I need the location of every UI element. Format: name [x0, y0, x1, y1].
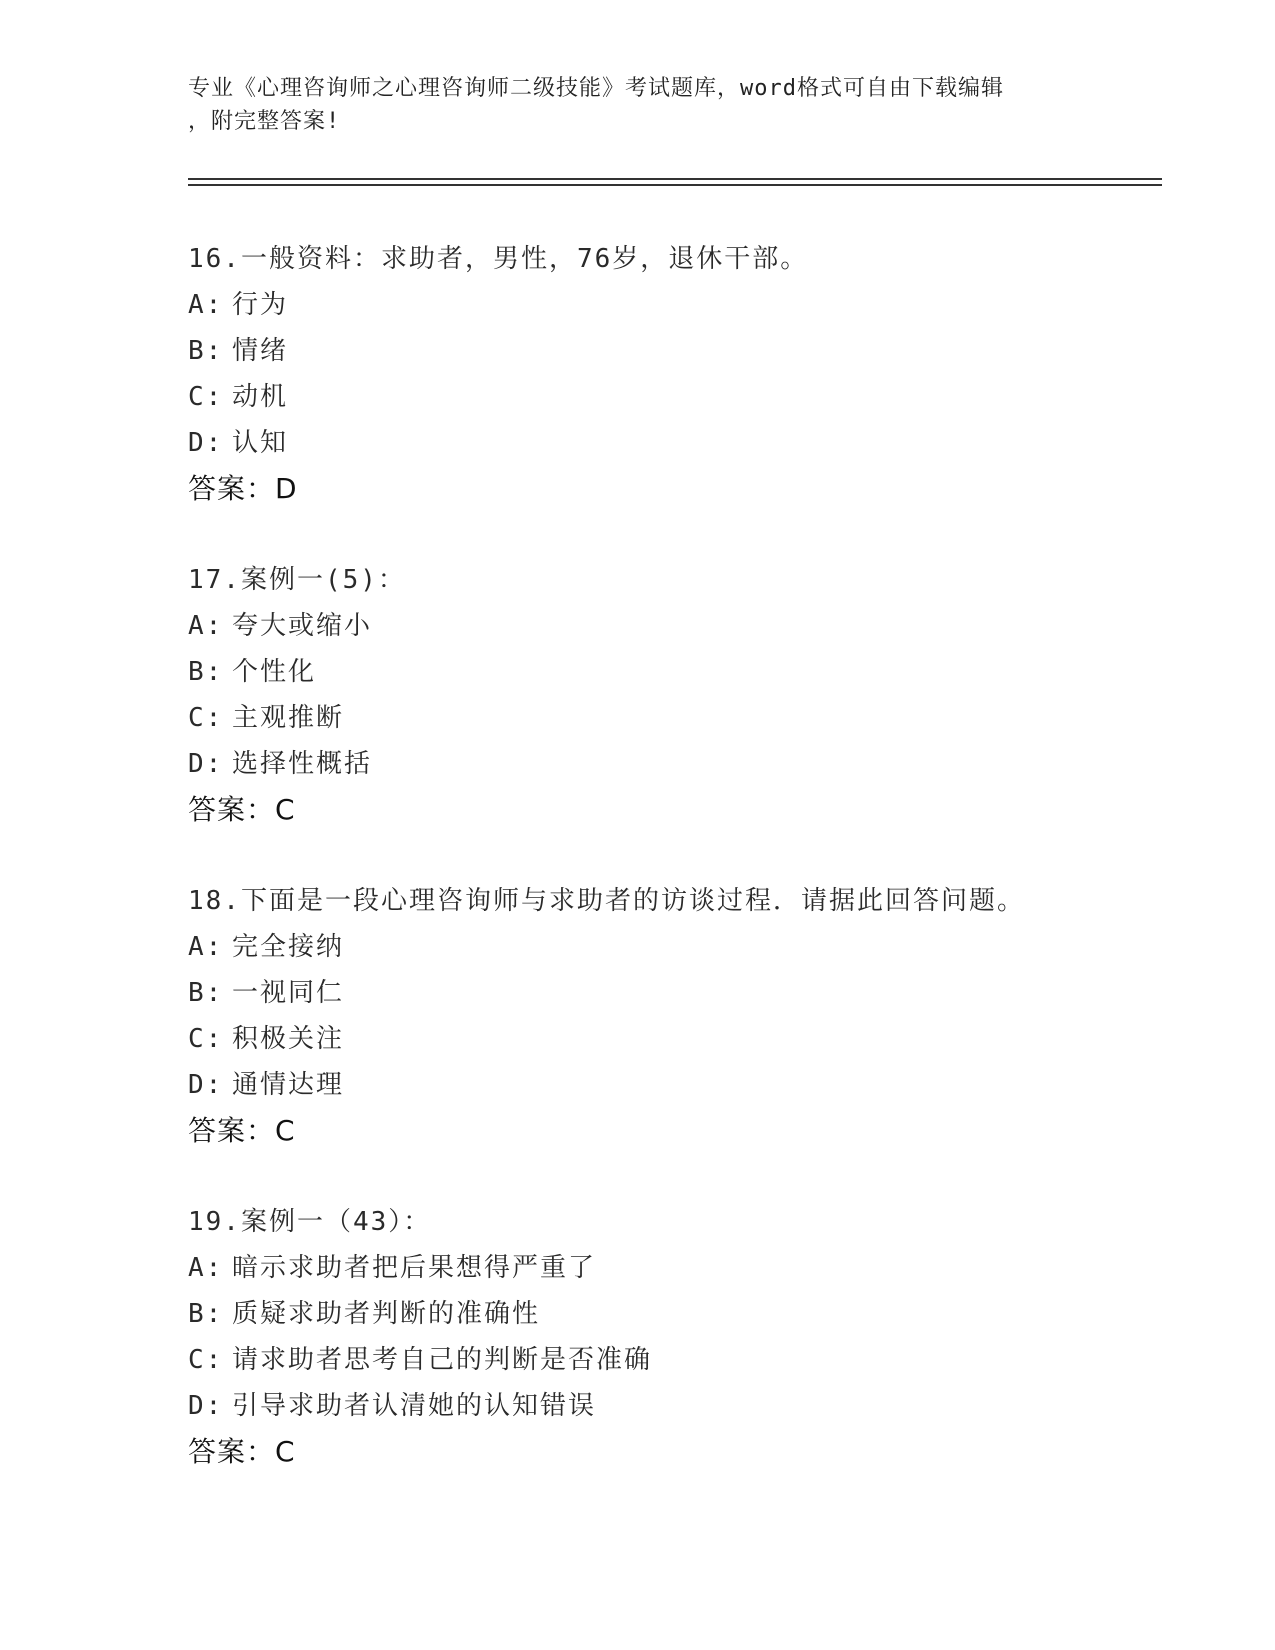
option-key: C: — [188, 382, 224, 412]
option-c — [188, 695, 1148, 741]
option-key: D: — [188, 1070, 224, 1100]
option-key: D: — [188, 428, 224, 458]
option-b — [188, 328, 1148, 374]
question-stem: 19.案例一（43）： — [188, 1207, 432, 1237]
option-key: C: — [188, 1345, 224, 1375]
option-d — [188, 1062, 1148, 1108]
option-text: 动机 — [232, 382, 289, 412]
option-text: 通情达理 — [232, 1070, 345, 1100]
option-key: A: — [188, 1253, 224, 1283]
option-b — [188, 649, 1148, 695]
option-text: 个性化 — [232, 657, 317, 687]
question-stem: 18.下面是一段心理咨询师与求助者的访谈过程．请据此回答问题。 — [188, 886, 1025, 916]
option-text: 行为 — [232, 290, 289, 320]
answer-line: 答案：C — [188, 793, 296, 826]
answer-line: 答案：D — [188, 472, 298, 505]
option-a — [188, 282, 1148, 328]
option-key: B: — [188, 1299, 224, 1329]
option-text: 质疑求助者判断的准确性 — [232, 1299, 541, 1329]
option-d — [188, 1383, 1148, 1429]
option-a — [188, 1245, 1148, 1291]
option-b — [188, 970, 1148, 1016]
option-text: 情绪 — [232, 336, 289, 366]
question-16 — [188, 236, 1148, 512]
answer-line: 答案：C — [188, 1114, 296, 1147]
option-key: A: — [188, 290, 224, 320]
option-text: 积极关注 — [232, 1024, 345, 1054]
header-divider-top — [188, 178, 1162, 180]
option-key: C: — [188, 703, 224, 733]
option-key: D: — [188, 749, 224, 779]
option-a — [188, 603, 1148, 649]
question-17 — [188, 557, 1148, 833]
header-line-1: 专业《心理咨询师之心理咨询师二级技能》考试题库，word格式可自由下载编辑 — [188, 76, 1004, 101]
option-d — [188, 741, 1148, 787]
option-text: 一视同仁 — [232, 978, 345, 1008]
option-text: 引导求助者认清她的认知错误 — [232, 1391, 597, 1421]
option-key: A: — [188, 932, 224, 962]
option-text: 暗示求助者把后果想得严重了 — [232, 1253, 597, 1283]
header-divider-bottom — [188, 184, 1162, 186]
option-text: 完全接纳 — [232, 932, 345, 962]
option-d — [188, 420, 1148, 466]
option-text: 选择性概括 — [232, 749, 373, 779]
option-text: 夸大或缩小 — [232, 611, 373, 641]
document-header — [188, 72, 1068, 138]
option-c — [188, 374, 1148, 420]
option-a — [188, 924, 1148, 970]
question-stem: 16.一般资料：求助者，男性，76岁，退休干部。 — [188, 244, 809, 274]
question-18 — [188, 878, 1148, 1154]
option-key: A: — [188, 611, 224, 641]
question-19 — [188, 1199, 1148, 1475]
option-c — [188, 1337, 1148, 1383]
option-key: B: — [188, 336, 224, 366]
question-stem: 17.案例一(5)： — [188, 565, 406, 595]
option-text: 请求助者思考自己的判断是否准确 — [232, 1345, 653, 1375]
option-key: C: — [188, 1024, 224, 1054]
option-key: D: — [188, 1391, 224, 1421]
header-line-2: ，附完整答案! — [188, 109, 341, 134]
option-text: 主观推断 — [232, 703, 345, 733]
option-c — [188, 1016, 1148, 1062]
answer-line: 答案：C — [188, 1435, 296, 1468]
option-b — [188, 1291, 1148, 1337]
option-key: B: — [188, 657, 224, 687]
option-key: B: — [188, 978, 224, 1008]
option-text: 认知 — [232, 428, 289, 458]
